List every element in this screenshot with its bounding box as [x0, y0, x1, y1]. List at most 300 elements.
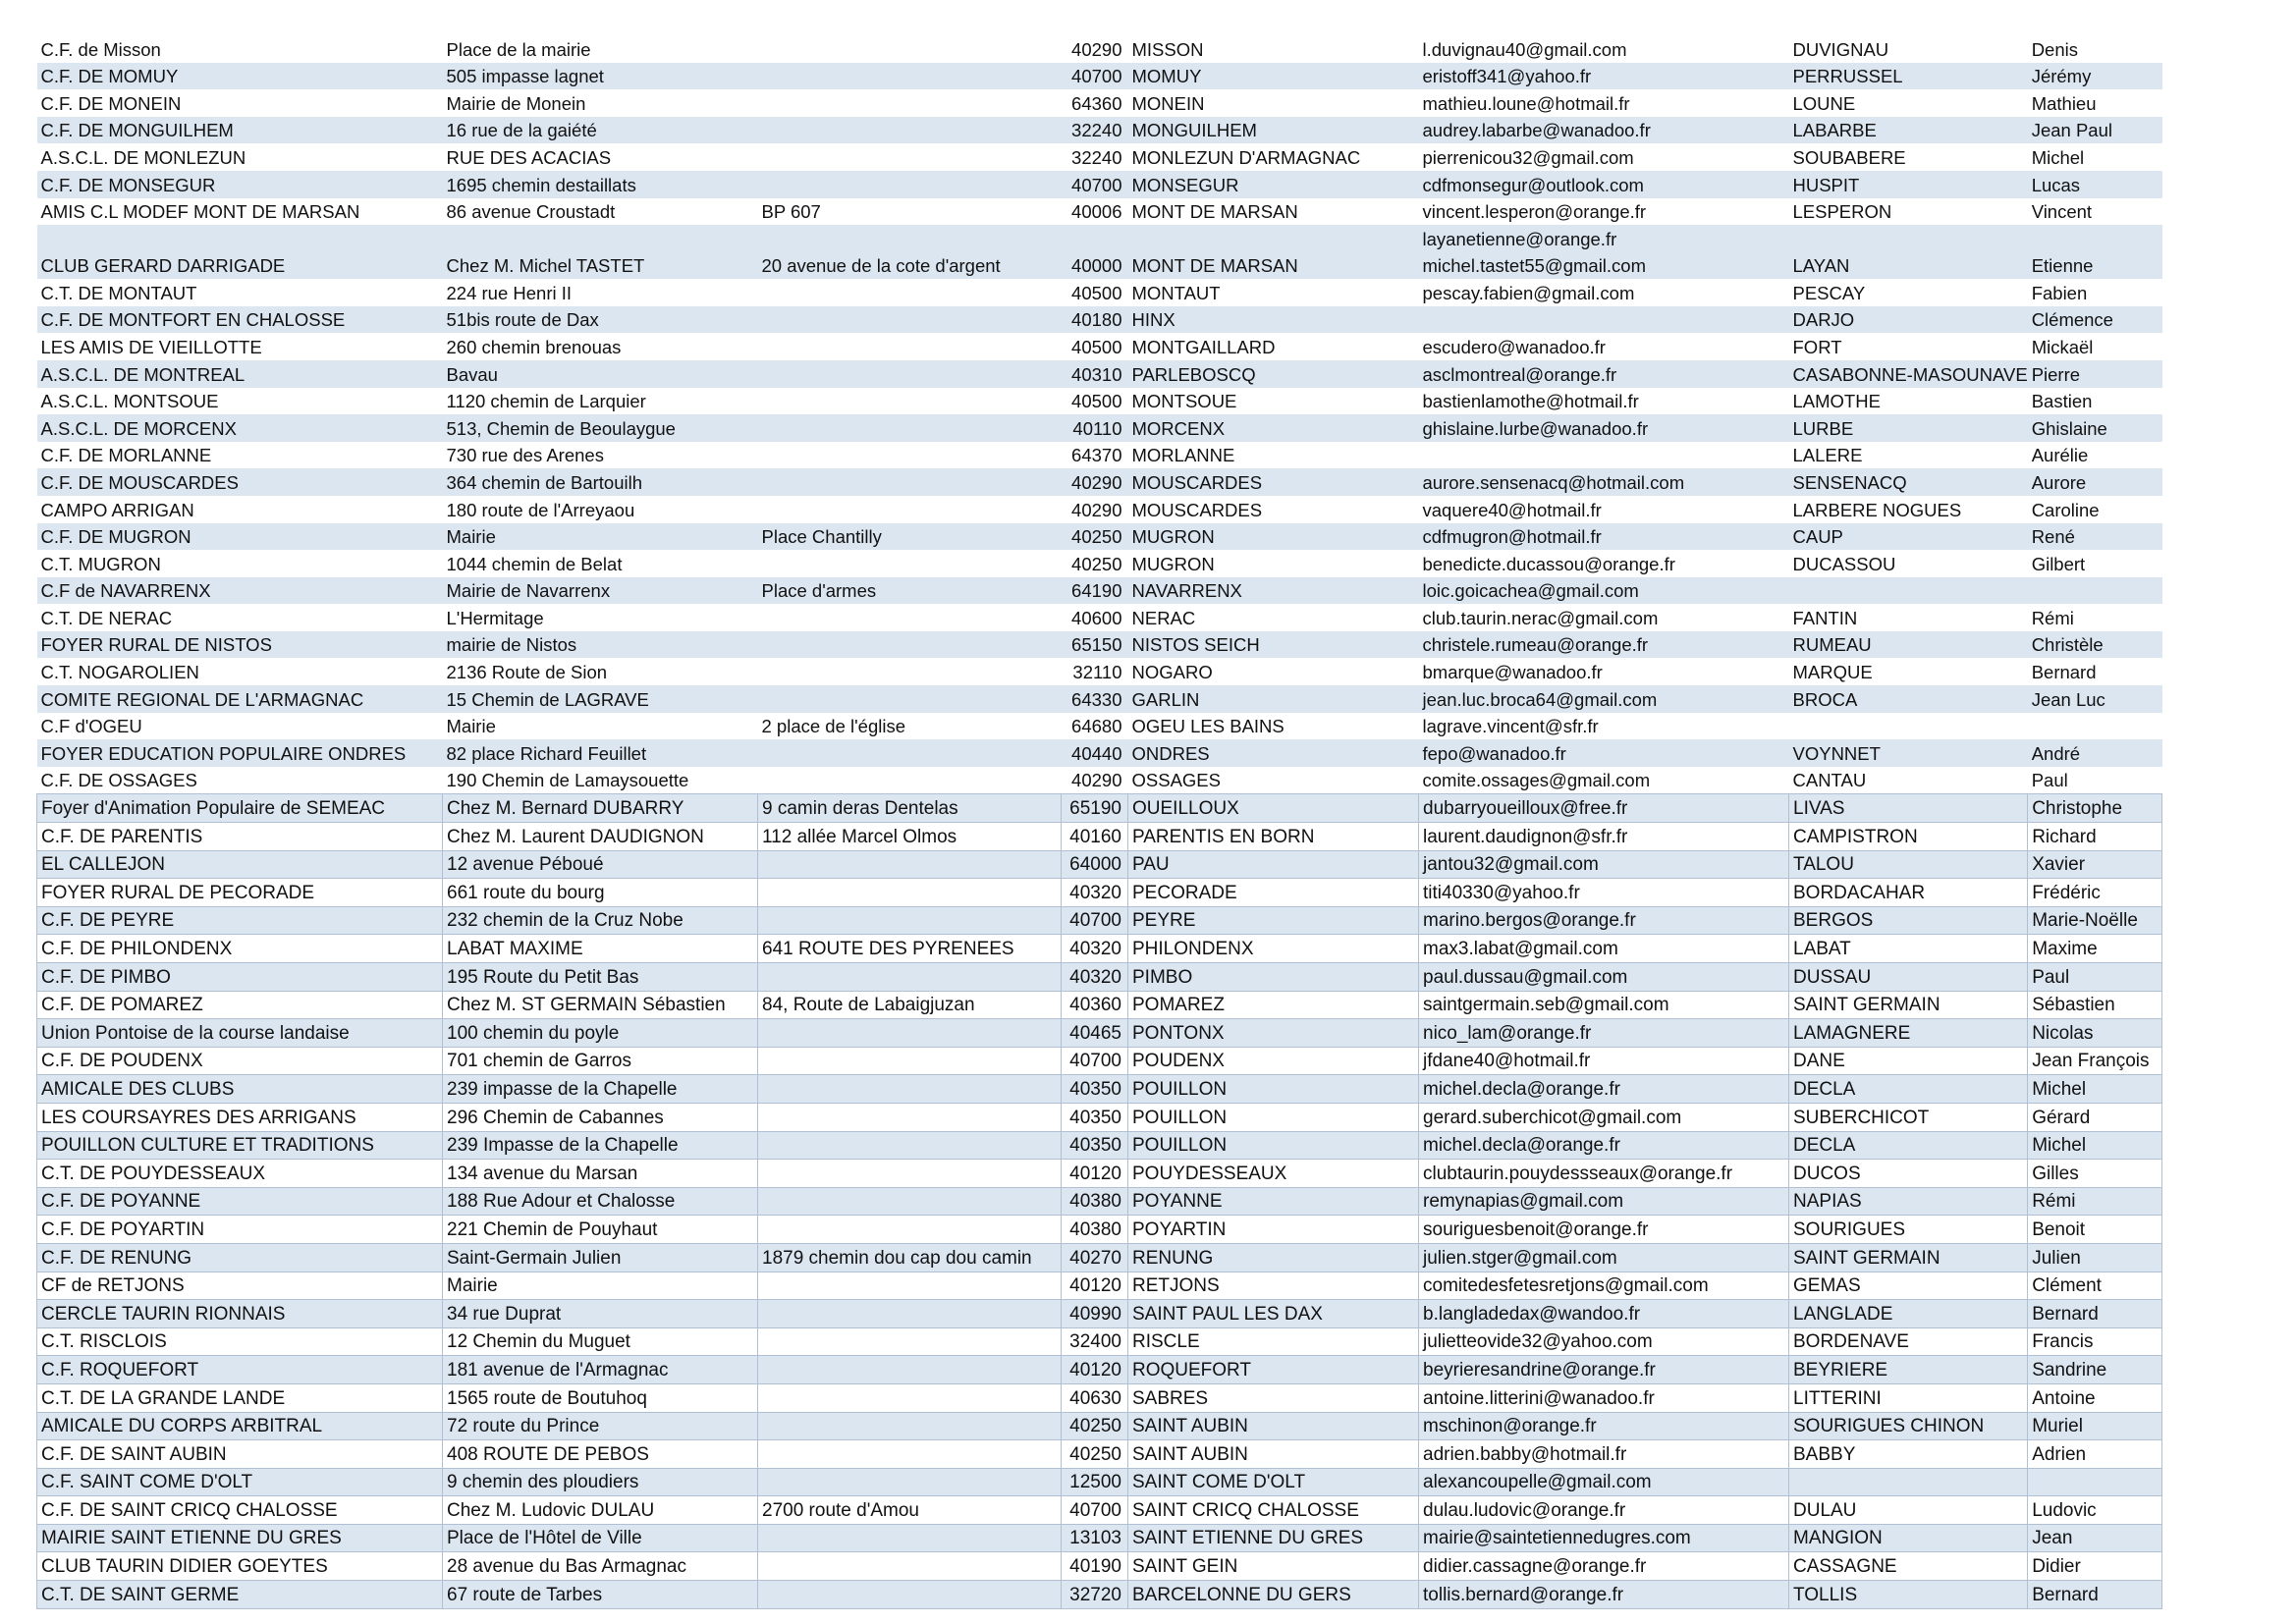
city-cell: MISSON — [1131, 38, 1204, 60]
first-name-cell: Christèle — [2028, 631, 2162, 659]
last-name-cell: PERRUSSEL — [1789, 63, 2028, 90]
first-name-cell: Rémi — [2031, 607, 2074, 628]
address2-cell — [758, 1047, 1062, 1075]
address1-cell: Mairie de Monein — [446, 92, 586, 114]
address1-cell: 28 avenue du Bas Armagnac — [443, 1552, 758, 1581]
table-row — [37, 1047, 2162, 1075]
club-name-cell: C.F. DE MOUSCARDES — [37, 468, 443, 496]
postcode-cell: 40350 — [1062, 1103, 1128, 1131]
city-cell: SAINT ETIENNE DU GRES — [1128, 1524, 1419, 1552]
table-row — [37, 739, 2162, 767]
address1-cell: 15 Chemin de LAGRAVE — [443, 685, 758, 713]
table-row — [37, 963, 2162, 992]
address2-cell — [758, 1581, 1062, 1609]
email-cell[interactable]: michel.decla@orange.fr — [1419, 1131, 1789, 1160]
postcode-cell: 40190 — [1062, 1552, 1128, 1581]
address1-cell: 12 Chemin du Muguet — [443, 1327, 758, 1356]
email-cell[interactable]: jean.luc.broca64@gmail.com — [1419, 685, 1789, 713]
email-cell[interactable]: alexancoupelle@gmail.com — [1419, 1468, 1789, 1496]
city-cell: SAINT AUBIN — [1128, 1412, 1419, 1440]
email-cell[interactable]: mairie@saintetiennedugres.com — [1419, 1524, 1789, 1552]
city-cell: PARENTIS EN BORN — [1128, 823, 1419, 851]
email-cell[interactable]: remynapias@gmail.com — [1419, 1187, 1789, 1216]
first-name-cell: Bernard — [2031, 662, 2097, 683]
table-row — [37, 198, 2162, 226]
email-cell[interactable]: bmarque@wanadoo.fr — [1422, 662, 1603, 683]
address2-cell — [758, 117, 1062, 144]
address2-cell — [758, 1524, 1062, 1552]
email-cell[interactable]: tollis.bernard@orange.fr — [1419, 1581, 1789, 1609]
email-cell[interactable]: souriguesbenoit@orange.fr — [1419, 1216, 1789, 1244]
club-name-cell: C.F. DE RENUNG — [37, 1243, 443, 1272]
clubs-table — [36, 35, 2162, 1609]
table-row — [37, 767, 2162, 794]
first-name-cell: Vincent — [2031, 201, 2093, 223]
club-name-cell: LES COURSAYRES DES ARRIGANS — [37, 1103, 443, 1131]
postcode-cell: 64370 — [1071, 445, 1122, 466]
city-cell: MONTSOUE — [1131, 391, 1237, 412]
address1-cell: 51bis route de Dax — [443, 306, 758, 334]
table-row — [37, 1243, 2162, 1272]
last-name-cell: FANTIN — [1792, 607, 1858, 628]
table-row — [37, 604, 2162, 631]
email-cell[interactable]: fepo@wanadoo.fr — [1419, 739, 1789, 767]
address1-cell: 364 chemin de Bartouilh — [443, 468, 758, 496]
table-row — [37, 1272, 2162, 1300]
club-name-cell: FOYER RURAL DE NISTOS — [37, 631, 443, 659]
city-cell: MONLEZUN D'ARMAGNAC — [1131, 146, 1361, 168]
table-row — [37, 388, 2162, 415]
last-name-cell: MARQUE — [1792, 662, 1873, 683]
email-cell[interactable]: michel.decla@orange.fr — [1419, 1075, 1789, 1104]
last-name-cell: SAINT GERMAIN — [1789, 1243, 2028, 1272]
postcode-cell: 40250 — [1062, 523, 1128, 551]
address2-cell — [758, 767, 1062, 794]
address1-cell: 67 route de Tarbes — [443, 1581, 758, 1609]
email-cell[interactable]: cdfmonsegur@outlook.com — [1419, 171, 1789, 198]
club-name-cell: C.F. DE POYARTIN — [37, 1216, 443, 1244]
email-cell[interactable]: bastienlamothe@hotmail.fr — [1422, 391, 1639, 412]
club-name-cell: LES AMIS DE VIEILLOTTE — [40, 336, 262, 357]
address1-cell: 513, Chemin de Beoulaygue — [443, 414, 758, 442]
city-cell: SAINT PAUL LES DAX — [1128, 1300, 1419, 1328]
address2-cell — [758, 1440, 1062, 1469]
address1-cell: 86 avenue Croustadt — [446, 201, 616, 223]
club-name-cell: Union Pontoise de la course landaise — [37, 1019, 443, 1048]
address2-cell — [758, 442, 1062, 469]
address2-cell — [758, 1075, 1062, 1104]
first-name-cell — [2028, 577, 2162, 605]
postcode-cell: 40290 — [1071, 499, 1122, 520]
email-cell[interactable]: mschinon@orange.fr — [1419, 1412, 1789, 1440]
address1-cell: 408 ROUTE DE PEBOS — [443, 1440, 758, 1469]
email-cell[interactable]: max3.labat@gmail.com — [1419, 935, 1789, 963]
first-name-cell: Jean François — [2028, 1047, 2162, 1075]
email-cell[interactable]: pierrenicou32@gmail.com — [1422, 146, 1634, 168]
last-name-cell: BORDENAVE — [1789, 1327, 2028, 1356]
email-cell[interactable]: mathieu.loune@hotmail.fr — [1422, 92, 1630, 114]
address1-cell: 12 avenue Péboué — [443, 850, 758, 879]
email-cell[interactable]: nico_lam@orange.fr — [1419, 1019, 1789, 1048]
email-cell[interactable]: comitedesfetesretjons@gmail.com — [1419, 1272, 1789, 1300]
city-cell: MONT DE MARSAN — [1131, 201, 1298, 223]
email-cell[interactable]: asclmontreal@orange.fr — [1419, 360, 1789, 388]
last-name-cell: PESCAY — [1792, 282, 1866, 303]
last-name-cell: LITTERINI — [1789, 1383, 2028, 1412]
address2-cell — [758, 1356, 1062, 1384]
address2-cell — [758, 1103, 1062, 1131]
last-name-cell: LIVAS — [1789, 794, 2028, 823]
table-row — [37, 1131, 2162, 1160]
first-name-cell: Jean Paul — [2028, 117, 2162, 144]
postcode-cell: 32240 — [1071, 146, 1122, 168]
email-cell[interactable]: benedicte.ducassou@orange.fr — [1422, 553, 1675, 574]
postcode-cell: 40500 — [1071, 391, 1122, 412]
postcode-cell: 40270 — [1062, 1243, 1128, 1272]
first-name-cell: Fabien — [2031, 282, 2088, 303]
postcode-cell: 40250 — [1062, 1440, 1128, 1469]
address1-cell: 190 Chemin de Lamaysouette — [446, 770, 689, 791]
address2-cell: Place d'armes — [758, 577, 1062, 605]
club-name-cell: C.F d'OGEU — [40, 716, 142, 737]
address2-cell — [758, 333, 1062, 360]
email-cell[interactable]: ghislaine.lurbe@wanadoo.fr — [1419, 414, 1789, 442]
email-cell[interactable]: comite.ossages@gmail.com — [1422, 770, 1651, 791]
club-name-cell: Foyer d'Animation Populaire de SEMEAC — [37, 794, 443, 823]
postcode-cell: 65150 — [1062, 631, 1128, 659]
email-cell[interactable]: jfdane40@hotmail.fr — [1419, 1047, 1789, 1075]
club-name-cell: MAIRIE SAINT ETIENNE DU GRES — [37, 1524, 443, 1552]
first-name-cell: Denis — [2031, 38, 2078, 60]
postcode-cell: 40120 — [1062, 1160, 1128, 1188]
last-name-cell: DUCASSOU — [1792, 553, 1896, 574]
last-name-cell: LAYAN — [1789, 225, 2028, 279]
city-cell: SAINT COME D'OLT — [1128, 1468, 1419, 1496]
address1-cell: 100 chemin du poyle — [443, 1019, 758, 1048]
address2-cell — [758, 1383, 1062, 1412]
address2-cell — [758, 739, 1062, 767]
email-cell[interactable]: loic.goicachea@gmail.com — [1419, 577, 1789, 605]
address2-cell — [758, 1412, 1062, 1440]
city-cell: ONDRES — [1128, 739, 1419, 767]
last-name-cell: GEMAS — [1789, 1272, 2028, 1300]
address2-cell — [758, 414, 1062, 442]
table-row — [37, 1412, 2162, 1440]
first-name-cell: Frédéric — [2028, 879, 2162, 907]
address1-cell: 505 impasse lagnet — [443, 63, 758, 90]
address2-cell: 2700 route d'Amou — [758, 1496, 1062, 1525]
email-cell[interactable]: dubarryoueilloux@free.fr — [1419, 794, 1789, 823]
first-name-cell: Paul — [2028, 963, 2162, 992]
email-cell[interactable]: lagrave.vincent@sfr.fr — [1422, 716, 1599, 737]
first-name-cell: Ghislaine — [2028, 414, 2162, 442]
postcode-cell: 40465 — [1062, 1019, 1128, 1048]
club-name-cell: C.F. DE MUGRON — [37, 523, 443, 551]
postcode-cell: 40120 — [1062, 1272, 1128, 1300]
club-name-cell: A.S.C.L. DE MORCENX — [37, 414, 443, 442]
city-cell: MOUSCARDES — [1131, 499, 1263, 520]
city-cell: MONTAUT — [1131, 282, 1221, 303]
first-name-cell: Gérard — [2028, 1103, 2162, 1131]
table-row — [37, 360, 2162, 388]
address1-cell: 195 Route du Petit Bas — [443, 963, 758, 992]
club-name-cell: C.T. DE NERAC — [40, 607, 173, 628]
address2-cell: 1879 chemin dou cap dou camin — [758, 1243, 1062, 1272]
postcode-cell: 40320 — [1062, 935, 1128, 963]
address1-cell: Saint-Germain Julien — [443, 1243, 758, 1272]
table-row — [37, 1019, 2162, 1048]
postcode-cell: 40290 — [1062, 468, 1128, 496]
table-row — [37, 1103, 2162, 1131]
email-cell — [1419, 306, 1789, 334]
club-name-cell: COMITE REGIONAL DE L'ARMAGNAC — [37, 685, 443, 713]
email-cell[interactable]: julietteovide32@yahoo.com — [1419, 1327, 1789, 1356]
email-cell[interactable]: aurore.sensenacq@hotmail.com — [1419, 468, 1789, 496]
club-name-cell: AMICALE DU CORPS ARBITRAL — [37, 1412, 443, 1440]
club-name-cell: C.F. DE PEYRE — [37, 906, 443, 935]
club-name-cell: C.T. MUGRON — [40, 553, 161, 574]
address2-cell — [758, 1468, 1062, 1496]
city-cell: POUYDESSEAUX — [1128, 1160, 1419, 1188]
email-link[interactable]: michel.tastet55@gmail.com — [1422, 255, 1647, 277]
postcode-cell: 40310 — [1062, 360, 1128, 388]
email-cell[interactable]: vaquere40@hotmail.fr — [1422, 499, 1602, 520]
club-name-cell: CLUB GERARD DARRIGADE — [37, 225, 443, 279]
first-name-cell: Paul — [2031, 770, 2068, 791]
last-name-cell: SENSENACQ — [1789, 468, 2028, 496]
table-row — [37, 35, 2162, 63]
address1-cell: 2136 Route de Sion — [446, 662, 608, 683]
email-cell[interactable]: pescay.fabien@gmail.com — [1422, 282, 1635, 303]
last-name-cell: CAMPISTRON — [1789, 823, 2028, 851]
table-row — [37, 794, 2162, 823]
last-name-cell: DUSSAU — [1789, 963, 2028, 992]
first-name-cell: Etienne — [2028, 225, 2162, 279]
address1-cell: 730 rue des Arenes — [446, 445, 604, 466]
address2-cell: 9 camin deras Dentelas — [758, 794, 1062, 823]
club-name-cell: C.F. DE PIMBO — [37, 963, 443, 992]
email-cell[interactable]: gerard.suberchicot@gmail.com — [1419, 1103, 1789, 1131]
table-row — [37, 523, 2162, 551]
postcode-cell: 40500 — [1071, 282, 1122, 303]
first-name-cell: Aurore — [2028, 468, 2162, 496]
first-name-cell: Nicolas — [2028, 1019, 2162, 1048]
email-cell[interactable]: audrey.labarbe@wanadoo.fr — [1419, 117, 1789, 144]
last-name-cell: BORDACAHAR — [1789, 879, 2028, 907]
table-row — [37, 225, 2162, 279]
postcode-cell: 40350 — [1062, 1075, 1128, 1104]
first-name-cell: Richard — [2028, 823, 2162, 851]
club-name-cell: C.F. DE POMAREZ — [37, 991, 443, 1019]
first-name-cell: Benoit — [2028, 1216, 2162, 1244]
postcode-cell: 12500 — [1062, 1468, 1128, 1496]
postcode-cell: 40630 — [1062, 1383, 1128, 1412]
postcode-cell: 40320 — [1062, 879, 1128, 907]
club-name-cell: C.F. DE MOMUY — [37, 63, 443, 90]
table-row — [37, 442, 2162, 469]
address1-cell: 82 place Richard Feuillet — [443, 739, 758, 767]
club-name-cell: C.F. de Misson — [40, 38, 161, 60]
address2-cell — [758, 279, 1062, 306]
email-cell[interactable]: julien.stger@gmail.com — [1419, 1243, 1789, 1272]
last-name-cell: DUCOS — [1789, 1160, 2028, 1188]
last-name-cell: LURBE — [1789, 414, 2028, 442]
postcode-cell: 40350 — [1062, 1131, 1128, 1160]
city-cell: PHILONDENX — [1128, 935, 1419, 963]
city-cell: MONEIN — [1131, 92, 1205, 114]
first-name-cell: Caroline — [2031, 499, 2100, 520]
email-cell[interactable] — [1419, 225, 1789, 279]
city-cell: SAINT CRICQ CHALOSSE — [1128, 1496, 1419, 1525]
last-name-cell: SOURIGUES CHINON — [1789, 1412, 2028, 1440]
first-name-cell: Didier — [2028, 1552, 2162, 1581]
first-name-cell: Francis — [2028, 1327, 2162, 1356]
first-name-cell: Ludovic — [2028, 1496, 2162, 1525]
email-cell[interactable]: saintgermain.seb@gmail.com — [1419, 991, 1789, 1019]
first-name-cell: Lucas — [2028, 171, 2162, 198]
table-row — [37, 577, 2162, 605]
address2-cell — [758, 496, 1062, 523]
address1-cell: mairie de Nistos — [443, 631, 758, 659]
table-row — [37, 89, 2162, 117]
postcode-cell: 40290 — [1071, 770, 1122, 791]
last-name-cell: FORT — [1792, 336, 1842, 357]
address1-cell: 181 avenue de l'Armagnac — [443, 1356, 758, 1384]
email-cell[interactable]: titi40330@yahoo.fr — [1419, 879, 1789, 907]
club-name-cell: C.F. DE MONTFORT EN CHALOSSE — [37, 306, 443, 334]
club-name-cell: C.F. DE PHILONDENX — [37, 935, 443, 963]
address1-cell: Mairie — [446, 716, 496, 737]
email-cell[interactable]: beyrieresandrine@orange.fr — [1419, 1356, 1789, 1384]
email-cell[interactable]: clubtaurin.pouydessseaux@orange.fr — [1419, 1160, 1789, 1188]
club-name-cell: C.T. DE POUYDESSEAUX — [37, 1160, 443, 1188]
email-cell[interactable]: didier.cassagne@orange.fr — [1419, 1552, 1789, 1581]
table-row — [37, 850, 2162, 879]
last-name-cell: DUVIGNAU — [1792, 38, 1889, 60]
email-cell[interactable]: eristoff341@yahoo.fr — [1419, 63, 1789, 90]
address1-cell: Mairie — [443, 523, 758, 551]
postcode-cell: 40320 — [1062, 963, 1128, 992]
table-body — [37, 35, 2162, 1608]
last-name-cell: DULAU — [1789, 1496, 2028, 1525]
email-cell[interactable]: marino.bergos@orange.fr — [1419, 906, 1789, 935]
table-row — [37, 143, 2162, 171]
last-name-cell: LESPERON — [1792, 201, 1892, 223]
address2-cell: BP 607 — [761, 201, 821, 223]
city-cell: POMAREZ — [1128, 991, 1419, 1019]
address2-cell — [758, 879, 1062, 907]
last-name-cell: VOYNNET — [1789, 739, 2028, 767]
club-name-cell: AMICALE DES CLUBS — [37, 1075, 443, 1104]
address1-cell: LABAT MAXIME — [443, 935, 758, 963]
first-name-cell: Bastien — [2031, 391, 2093, 412]
club-name-cell: C.F. DE MONGUILHEM — [37, 117, 443, 144]
last-name-cell: LABARBE — [1789, 117, 2028, 144]
first-name-cell: Sandrine — [2028, 1356, 2162, 1384]
city-cell: MONT DE MARSAN — [1128, 225, 1419, 279]
last-name-cell: LALERE — [1792, 445, 1863, 466]
club-name-cell: A.S.C.L. MONTSOUE — [40, 391, 219, 412]
first-name-cell: Julien — [2028, 1243, 2162, 1272]
email-cell[interactable]: l.duvignau40@gmail.com — [1422, 38, 1627, 60]
last-name-cell: MANGION — [1789, 1524, 2028, 1552]
postcode-cell: 64000 — [1062, 850, 1128, 879]
club-name-cell: A.S.C.L. DE MONTREAL — [37, 360, 443, 388]
table-row — [37, 935, 2162, 963]
table-row — [37, 1187, 2162, 1216]
address1-cell: 661 route du bourg — [443, 879, 758, 907]
address1-cell: 134 avenue du Marsan — [443, 1160, 758, 1188]
address1-cell: Chez M. Ludovic DULAU — [443, 1496, 758, 1525]
email-cell[interactable]: adrien.babby@hotmail.fr — [1419, 1440, 1789, 1469]
email-link[interactable]: layanetienne@orange.fr — [1422, 229, 1617, 250]
city-cell: MONTGAILLARD — [1131, 336, 1276, 357]
first-name-cell — [2028, 1468, 2162, 1496]
last-name-cell: CASSAGNE — [1789, 1552, 2028, 1581]
club-name-cell: C.T. RISCLOIS — [37, 1327, 443, 1356]
address2-cell — [758, 171, 1062, 198]
address1-cell: Place de l'Hôtel de Ville — [443, 1524, 758, 1552]
city-cell: SAINT GEIN — [1128, 1552, 1419, 1581]
email-cell[interactable]: dulau.ludovic@orange.fr — [1419, 1496, 1789, 1525]
postcode-cell: 40250 — [1071, 553, 1122, 574]
postcode-cell: 40000 — [1062, 225, 1128, 279]
club-name-cell: CAMPO ARRIGAN — [40, 499, 194, 520]
club-name-cell: EL CALLEJON — [37, 850, 443, 879]
table-row — [37, 1300, 2162, 1328]
first-name-cell: Pierre — [2028, 360, 2162, 388]
first-name-cell: Xavier — [2028, 850, 2162, 879]
email-cell[interactable]: jantou32@gmail.com — [1419, 850, 1789, 879]
email-cell[interactable]: b.langladedax@wandoo.fr — [1419, 1300, 1789, 1328]
email-cell[interactable]: paul.dussau@gmail.com — [1419, 963, 1789, 992]
club-name-cell: C.T. DE MONTAUT — [40, 282, 197, 303]
city-cell: MONSEGUR — [1128, 171, 1419, 198]
postcode-cell: 40250 — [1062, 1412, 1128, 1440]
email-cell[interactable]: antoine.litterini@wanadoo.fr — [1419, 1383, 1789, 1412]
club-name-cell: C.F. ROQUEFORT — [37, 1356, 443, 1384]
postcode-cell: 40700 — [1062, 63, 1128, 90]
address2-cell: 641 ROUTE DES PYRENEES — [758, 935, 1062, 963]
email-cell[interactable]: cdfmugron@hotmail.fr — [1419, 523, 1789, 551]
postcode-cell: 40006 — [1071, 201, 1122, 223]
address2-cell — [758, 631, 1062, 659]
city-cell: MOMUY — [1128, 63, 1419, 90]
club-name-cell: C.F. DE OSSAGES — [40, 770, 197, 791]
address2-cell — [758, 143, 1062, 171]
postcode-cell: 64680 — [1071, 716, 1122, 737]
email-cell[interactable]: christele.rumeau@orange.fr — [1419, 631, 1789, 659]
address2-cell — [758, 388, 1062, 415]
table-row — [37, 1327, 2162, 1356]
postcode-cell: 65190 — [1062, 794, 1128, 823]
email-cell[interactable]: club.taurin.nerac@gmail.com — [1422, 607, 1659, 628]
table-row — [37, 685, 2162, 713]
email-cell[interactable]: escudero@wanadoo.fr — [1422, 336, 1606, 357]
email-cell[interactable]: vincent.lesperon@orange.fr — [1422, 201, 1647, 223]
address1-cell: Chez M. ST GERMAIN Sébastien — [443, 991, 758, 1019]
first-name-cell: Clément — [2028, 1272, 2162, 1300]
address1-cell: 16 rue de la gaiété — [443, 117, 758, 144]
club-name-cell: C.T. DE SAINT GERME — [37, 1581, 443, 1609]
last-name-cell: BABBY — [1789, 1440, 2028, 1469]
table-row — [37, 658, 2162, 685]
club-name-cell: CF de RETJONS — [37, 1272, 443, 1300]
address2-cell — [758, 1327, 1062, 1356]
first-name-cell: Jérémy — [2028, 63, 2162, 90]
address2-cell — [758, 63, 1062, 90]
email-cell[interactable]: laurent.daudignon@sfr.fr — [1419, 823, 1789, 851]
